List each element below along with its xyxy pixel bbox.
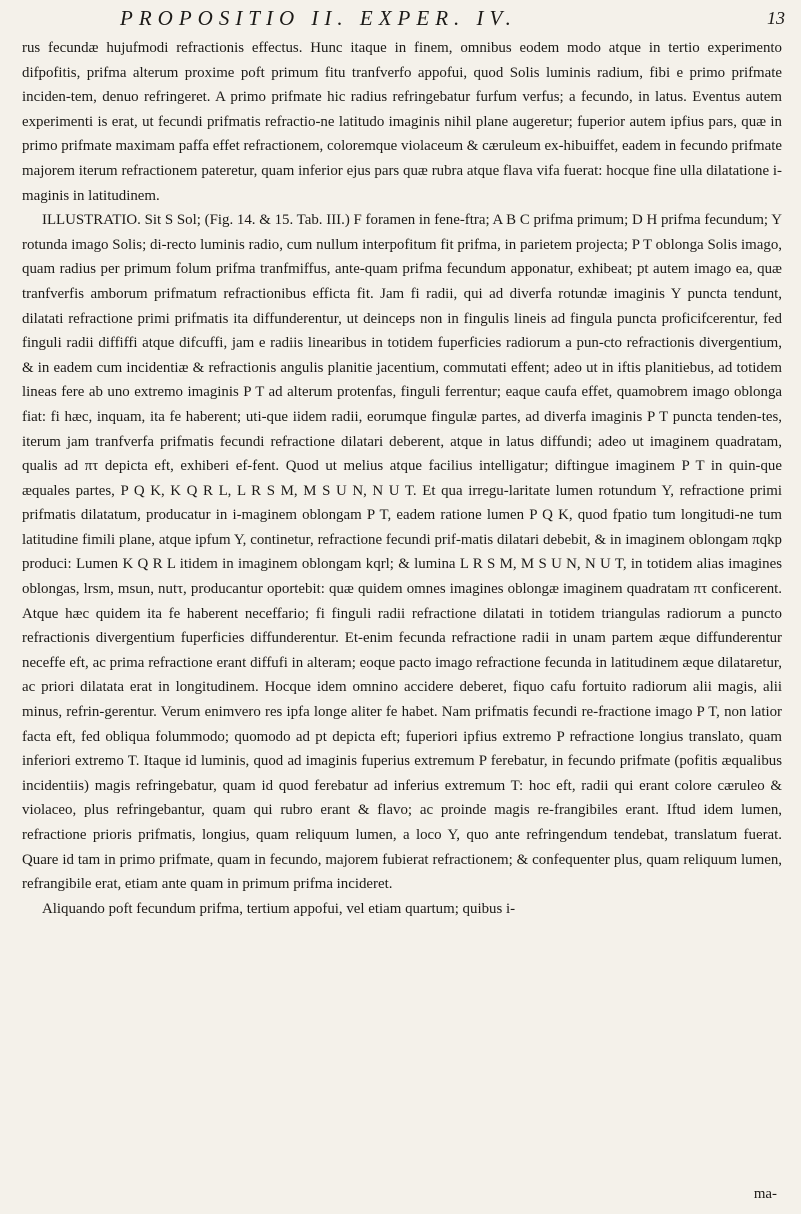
- running-head: PROPOSITIO II. EXPER. IV.: [120, 6, 517, 30]
- page-number: 13: [767, 8, 785, 28]
- page-header: [0, 4, 801, 32]
- body-text: [22, 36, 782, 921]
- catchword: ma-: [753, 1186, 777, 1202]
- paragraph: ILLUSTRATIO. Sit S Sol; (Fig. 14. & 15. Tab. III.) F foramen in fene-ftra; A B C prifma primum; D H prifma fecundum; Y rotunda imago Solis; di-recto luminis radio, cum nullum interpofitum fit prifma, in parietem projecta; P T oblonga Solis imago, quam radius per primum folum prifma tranfmiffus, ante-quam prifma fecundum apponatur, exhibeat; pt autem imago ea, quæ tranfverfis amborum prifmatum refractionibus efficta fit. Jam fi radii, qui ad diverfa rotundæ imaginis Y puncta tendunt, dilatati refractione primi prifmatis ita diffunderentur, ut deinceps non in fingulis lineis ad fingula puncta proficifcerentur, fed finguli radii diffiffi atque difcuffi, jam e radiis linearibus in totidem fuperficies radiorum a pun-cto refractionis divergentium, & in eadem cum incidentiæ & refractionis angulis planitie jacentium, commutati effent; adeo ut in iftis planitiebus, ad totidem lineas fere ab uno extremo imaginis P T ad alterum protenfas, finguli ferrentur; eaque caufa effet, quamobrem imago oblonga fiat: fi hæc, inquam, ita fe haberent; uti-que iidem radii, eorumque fingulæ partes, ad diverfa imaginis P T puncta tenden-tes, iterum jam tranfverfa prifmatis fecundi refractione dilatari deberent, atque in latus diffundi; adeo ut imaginem quadratam, qualis ad πτ depicta eft, exhiberi ef-fent. Quod ut melius atque facilius intelligatur; diftingue imaginem P T in quin-que æquales partes, P Q K, K Q R L, L R S M, M S U N, N U T. Et qua irregu-laritate lumen rotundum Y, refractione primi prifmatis dilatatum, producatur in i-maginem oblongam P T, eadem ratione lumen P Q K, quod fpatio tum longitudi-ne tum latitudine fimili plane, atque ipfum Y, continetur, refractione fecundi prif-matis dilatari debebit, & in imaginem oblongam πqkp produci: Lumen K Q R L itidem in imaginem oblongam kqrl; & lumina L R S M, M S U N, N U T, in totidem alias imagines oblongas, lrsm, msun, nutτ, producantur oportebit: quæ quidem omnes imagines oblongæ imaginem quadratam πτ conficerent. Atque hæc quidem ita fe haberent neceffario; fi finguli radii refractione dilatati in totidem triangulas radiorum a puncto refractionis divergentium fuperficies diffunderentur. Et-enim fecunda refractione radii in unam partem æque diffunderentur neceffe eft, ac prima refractione erant diffufi in alteram; eoque pacto imago refractione fecunda in latitudinem æque dilataretur, ac priori dilatata erat in longitudinem. Hocque idem omnino accidere deberet, fiquo cafu fortuito radiorum alii magis, alii minus, refrin-gerentur. Verum enimvero res ipfa longe aliter fe habet. Nam prifmatis fecundi re-fractione imago P T, non latior facta eft, fed obliqua folummodo; quomodo ad pt depicta eft; fuperiori ipfius extremo P refractione longius translato, quam inferiori extremo T. Itaque id luminis, quod ad imaginis fuperius extremum P ferebatur, in fecundo prifmate (pofitis æqualibus incidentiis) magis refringebatur, quam id quod ferebatur ad inferius extremum T: hoc eft, radii qui erant colore cæruleo & violaceo, plus refringebantur, quam qui rubro erant & flavo; ac proinde magis re-frangibiles erant. Iftud idem lumen, refractione prioris prifmatis, longius, quam reliquum lumen, a loco Y, quo ante refringendum tendebat, translatum fuerat. Quare id tam in primo prifmate, quam in fecundo, majorem fubierat refractionem; & confequenter plus, quam reliquum lumen, refrangibile erat, etiam ante quam in primum prifma incideret.: [22, 212, 782, 893]
- paragraph: Aliquando poft fecundum prifma, tertium appofui, vel etiam quartum; quibus i-: [42, 900, 516, 917]
- paragraph: rus fecundæ hujufmodi refractionis effectus. Hunc itaque in finem, omnibus eodem modo atque in tertio experimento difpofitis, prifma alterum proxime poft primum fitu tranfverfo appofui, quod Solis luminis radium, fibi e primo prifmate inciden-tem, denuo refringeret. A primo prifmate hic radius refringebatur furfum verfus; a fecundo, in latus. Eventus autem experimenti is erat, ut fecundi prifmatis refractio-ne latitudo imaginis nihil plane augeretur; fuperior autem ipfius pars, quæ in primo prifmate maximam paffa effet refractionem, coloremque violaceum & cæruleum ex-hibuiffet, eadem in fecundo prifmate majorem iterum refractionem pateretur, quam inferior ejus pars quæ rubra atque flava vifa fuerat: hocque fine ulla dilatatione i-maginis in latitudinem.: [22, 40, 782, 204]
